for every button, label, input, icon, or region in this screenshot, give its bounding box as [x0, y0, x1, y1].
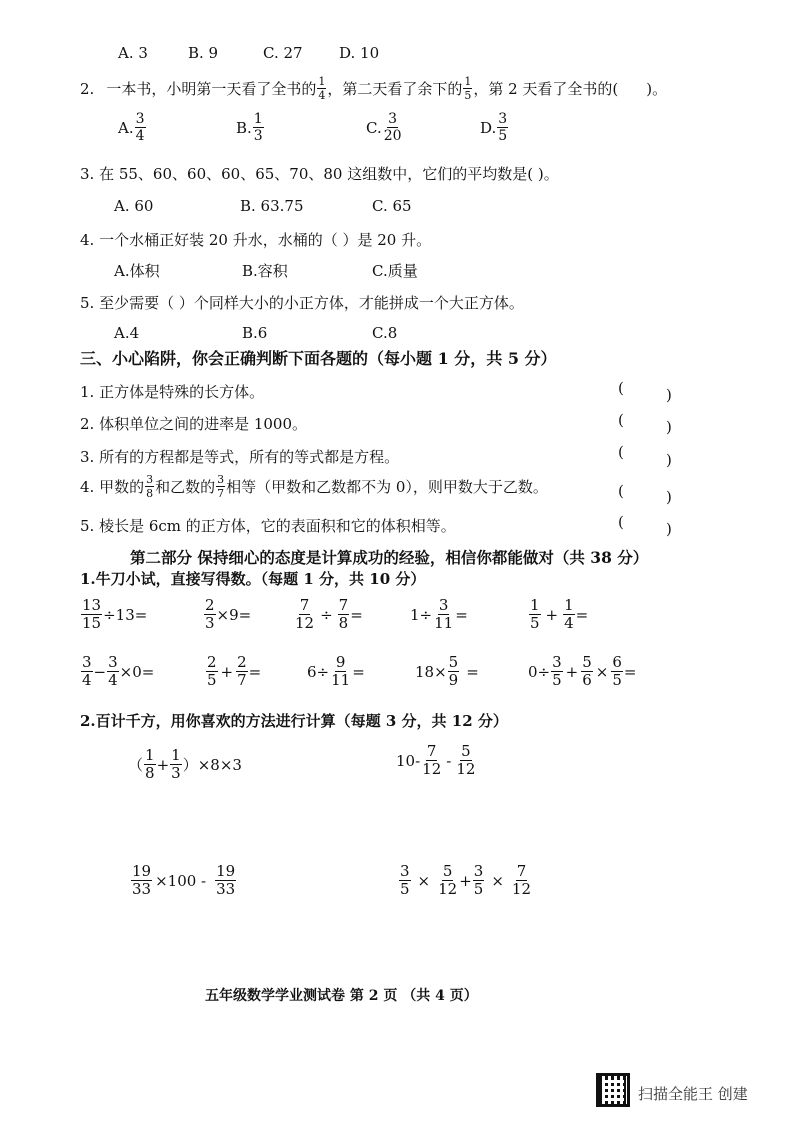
calc-item: $\frac{2}{3}$ ×9= — [205, 596, 252, 632]
option-c: C. $\frac{3}{20}$ — [366, 111, 402, 144]
answer-bracket-open: ( — [618, 513, 624, 531]
calc-expression-2: 10- $\frac{7}{12}$ - $\frac{5}{12}$ — [396, 742, 476, 778]
calc-expression-4: $\frac{3}{5}$ × $\frac{5}{12}$ + $\frac{3}{5}$ × $\frac{7}{12}$ — [400, 862, 532, 898]
scanner-watermark: 扫描全能王 创建 — [638, 1085, 748, 1103]
answer-bracket-open: ( — [618, 443, 624, 461]
option: B. 63.75 — [240, 197, 304, 215]
calc-expression-1: （ $\frac{1}{8}$ + $\frac{1}{3}$ ） ×8×3 — [128, 746, 242, 782]
answer-bracket-open: ( — [618, 411, 624, 429]
question-number: 2. — [80, 79, 95, 98]
answer-bracket-open: ( — [618, 379, 624, 397]
judge-item-2: 2. 体积单位之间的进率是 1000。 — [80, 415, 308, 433]
option: C. 27 — [263, 44, 303, 62]
option: B.6 — [242, 324, 268, 342]
fraction: $\frac{3}{7}$ — [217, 473, 225, 500]
page-footer: 五年级数学学业测试卷 第 2 页 （共 4 页） — [205, 988, 478, 1004]
calc-item: $\frac{1}{5}$ + $\frac{1}{4}$ = — [530, 596, 589, 632]
option: A.4 — [114, 324, 140, 342]
fraction: $\frac{1}{5}$ — [464, 75, 472, 102]
option-b: B. $\frac{1}{3}$ — [236, 111, 263, 144]
fraction: $\frac{3}{8}$ — [146, 473, 154, 500]
calc-item: 0÷ $\frac{3}{5}$ + $\frac{5}{6}$ × $\frac{6}{5}$ = — [528, 653, 637, 689]
answer-bracket-close: ) — [666, 520, 672, 538]
option: C. 65 — [372, 197, 412, 215]
question-3: 3. 在 55、60、60、60、65、70、80 这组数中，它们的平均数是( )。 — [80, 165, 559, 183]
judge-item-4: 4. 甲数的 $\frac{3}{8}$ 和乙数的 $\frac{3}{7}$ 相等（甲数和乙数都不为 0），则甲数大于乙数。 — [80, 473, 548, 500]
calc-expression-3: $\frac{19}{33}$ ×100 - $\frac{19}{33}$ — [132, 862, 236, 898]
calc-item: $\frac{7}{12}$ ÷ $\frac{7}{8}$ = — [295, 596, 363, 632]
fraction: $\frac{1}{4}$ — [318, 75, 326, 102]
question-text: 一本书，小明第一天看了全书的 — [106, 80, 317, 98]
option: C.8 — [372, 324, 398, 342]
option: C.质量 — [372, 262, 418, 280]
calc-item: 1÷ $\frac{3}{11}$ = — [410, 596, 468, 632]
option-d: D. $\frac{3}{5}$ — [480, 111, 508, 144]
option: A.体积 — [114, 262, 160, 280]
option: A. 60 — [114, 197, 154, 215]
option: B. 9 — [188, 44, 219, 62]
calc-item: $\frac{13}{15}$ ÷13= — [82, 596, 148, 632]
calc-section-2-title: 2.百计千方，用你喜欢的方法进行计算（每题 3 分，共 12 分） — [80, 712, 508, 730]
question-5-options — [114, 324, 397, 342]
option-a: A. $\frac{3}{4}$ — [118, 111, 145, 144]
answer-bracket-close: ) — [666, 418, 672, 436]
section-3-title: 三、小心陷阱，你会正确判断下面各题的（每小题 1 分，共 5 分） — [80, 349, 557, 368]
question-3-options — [114, 197, 412, 215]
answer-bracket-close: ) — [666, 488, 672, 506]
answer-bracket-close: ) — [666, 451, 672, 469]
calc-item: 18× $\frac{5}{9}$ = — [415, 653, 479, 689]
option: B.容积 — [242, 262, 288, 280]
qr-code-icon — [596, 1073, 630, 1107]
option: D. 10 — [339, 44, 380, 62]
answer-bracket-open: ( — [618, 482, 624, 500]
judge-item-5: 5. 棱长是 6cm 的正方体，它的表面积和它的体积相等。 — [80, 517, 456, 535]
question-2-options — [118, 112, 509, 143]
answer-bracket-close: ) — [666, 386, 672, 404]
calc-item: $\frac{3}{4}$ − $\frac{3}{4}$ ×0= — [82, 653, 155, 689]
calc-item: $\frac{2}{5}$ + $\frac{2}{7}$ = — [207, 653, 262, 689]
judge-item-3: 3. 所有的方程都是等式，所有的等式都是方程。 — [80, 448, 400, 466]
judge-item-1: 1. 正方体是特殊的长方体。 — [80, 383, 265, 401]
calc-section-1-title: 1.牛刀小试，直接写得数。（每题 1 分，共 10 分） — [80, 570, 426, 588]
question-5: 5. 至少需要（ ）个同样大小的小正方体，才能拼成一个大正方体。 — [80, 294, 524, 312]
option: A. 3 — [118, 44, 148, 62]
prev-question-options — [118, 44, 379, 62]
question-text: ，第 2 天看了全书的( — [473, 80, 619, 98]
calc-item: 6÷ $\frac{9}{11}$ = — [307, 653, 365, 689]
question-4: 4. 一个水桶正好装 20 升水，水桶的（ ）是 20 升。 — [80, 231, 432, 249]
question-2 — [80, 76, 667, 101]
question-4-options — [114, 260, 418, 281]
question-text: ，第二天看了余下的 — [327, 80, 463, 98]
part-2-title: 第二部分 保持细心的态度是计算成功的经验，相信你都能做对（共 38 分） — [130, 548, 649, 567]
question-text: )。 — [646, 80, 668, 98]
